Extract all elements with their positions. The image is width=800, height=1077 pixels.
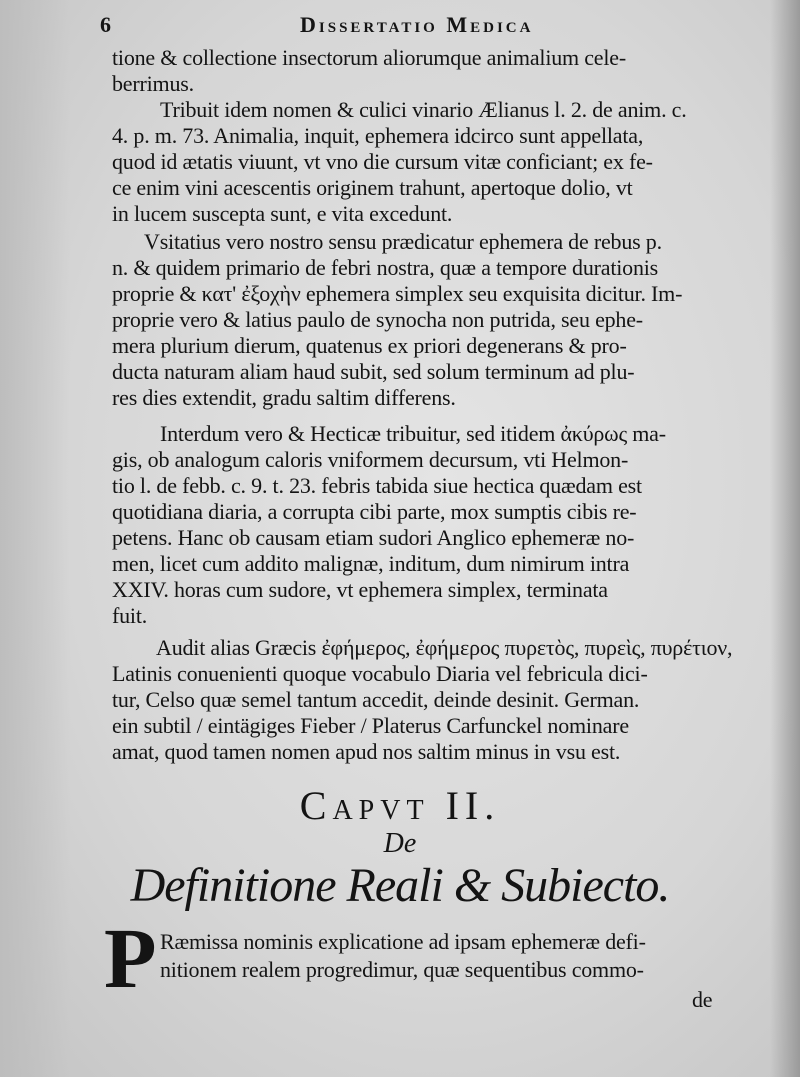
page-edge-shadow-right [770,0,800,1077]
text-line: 4. p. m. 73. Animalia, inquit, ephemera idcirco sunt appellata, [112,123,644,148]
text-line: fuit. [112,603,148,628]
opening-line: nitionem realem progredimur, quæ sequentibus commo- [160,957,644,982]
text-line: tur, Celso quæ semel tantum accedit, deinde desinit. German. [112,687,640,712]
opening-line: Ræmissa nominis explicatione ad ipsam ephemeræ defi- [160,929,646,954]
text-line: ce enim vini acescentis originem trahunt, apertoque dolio, vt [112,175,633,200]
text-line: tio l. de febb. c. 9. t. 23. febris tabida siue hectica quædam est [112,473,642,498]
running-title: Dissertatio Medica [300,12,534,37]
text-line: res dies extendit, gradu saltim differens. [112,385,456,410]
drop-cap: P [104,910,157,1006]
text-line: quod id ætatis viuunt, vt vno die cursum vitæ conficiant; ex fe- [112,149,653,174]
text-line: ducta naturam aliam haud subit, sed solum terminum ad plu- [112,359,635,384]
text-line: gis, ob analogum caloris vniformem decursum, vti Helmon- [112,447,629,472]
catchword: de [692,987,713,1012]
text-line: berrimus. [112,71,194,96]
text-line: men, licet cum addito malignæ, inditum, dum nimirum intra [112,551,630,576]
text-line: in lucem suscepta sunt, e vita excedunt. [112,201,453,226]
text-line: quotidiana diaria, a corrupta cibi parte, mox sumptis cibis re- [112,499,637,524]
chapter-heading: Capvt II. [299,783,501,828]
text-line: n. & quidem primario de febri nostra, quæ a tempore durationis [112,255,659,280]
text-line: mera plurium dierum, quatenus ex priori degenerans & pro- [112,333,627,358]
text-line: Interdum vero & Hecticæ tribuitur, sed itidem ἀκύρως ma- [160,421,666,446]
text-line: ein subtil / eintägiges Fieber / Platerus Carfunckel nominare [112,713,629,738]
page-number: 6 [100,12,114,37]
text-line: proprie & κατ' ἐξοχὴν ephemera simplex seu exquisita dicitur. Im- [112,281,683,306]
text-line: XXIV. horas cum sudore, vt ephemera simplex, terminata [112,577,608,602]
text-line: tione & collectione insectorum aliorumque animalium cele- [112,45,626,70]
text-line: Latinis conuenienti quoque vocabulo Diaria vel febricula dici- [112,661,648,686]
text-line: amat, quod tamen nomen apud nos saltim minus in vsu est. [112,739,621,764]
chapter-title: Definitione Reali & Subiecto. [130,859,670,912]
text-line: Vsitatius vero nostro sensu prædicatur ephemera de rebus p. [144,229,662,254]
chapter-de: De [383,828,417,859]
text-line: proprie vero & latius paulo de synocha non putrida, seu ephe- [112,307,643,332]
text-line: Audit alias Græcis ἐφήμερος, ἐφήμερος πυρετὸς, πυρεὶς, πυρέτιον, [156,635,733,660]
text-line: petens. Hanc ob causam etiam sudori Anglico ephemeræ no- [112,525,635,550]
text-line: Tribuit idem nomen & culici vinario Ælianus l. 2. de anim. c. [160,97,687,122]
page-edge-shadow-left [0,0,70,1077]
